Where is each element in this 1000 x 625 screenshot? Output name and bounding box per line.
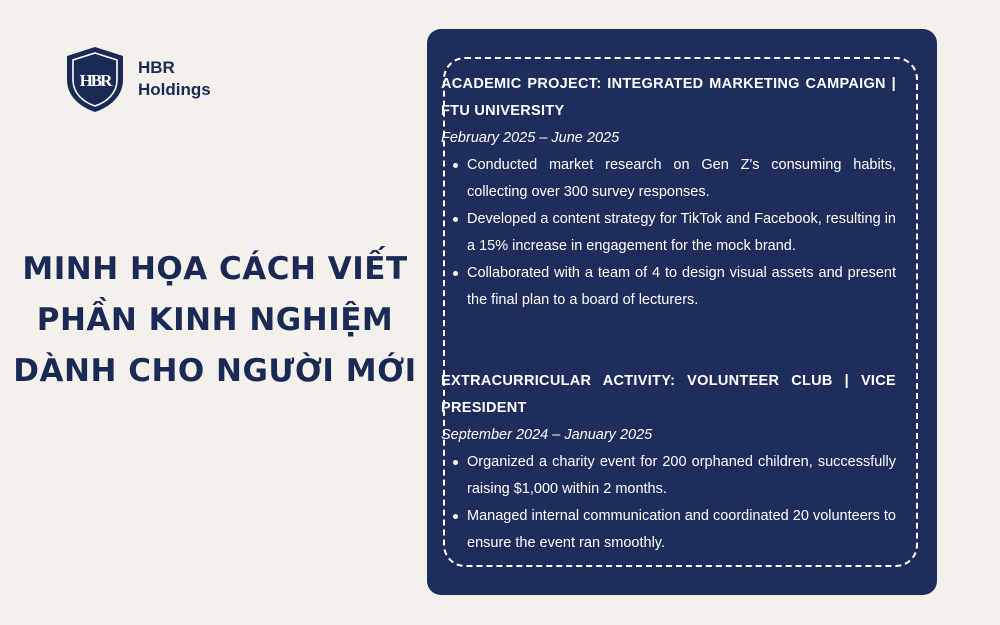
brand-name-line2: Holdings [138,80,211,99]
entry-title: EXTRACURRICULAR ACTIVITY: VOLUNTEER CLUB | VICE PRESIDENT [441,373,896,416]
entry-title: ACADEMIC PROJECT: INTEGRATED MARKETING CAMPAIGN | FTU UNIVERSITY [441,76,896,119]
brand-name [138,57,211,101]
list-item: Organized a charity event for 200 orphaned children, successfully raising $1,000 within 2 months. [441,449,896,503]
list-item: Conducted market research on Gen Z's consuming habits, collecting over 300 survey responses. [441,152,896,206]
list-item: Managed internal communication and coordinated 20 volunteers to ensure the event ran smoothly. [441,503,896,557]
entry-date: September 2024 – January 2025 [441,427,653,443]
experience-entry-academic [441,71,896,314]
headline-line3: DÀNH CHO NGƯỜI MỚI [13,353,417,389]
headline-line1: MINH HỌA CÁCH VIẾT [22,251,408,287]
entry-bullet-list [441,152,896,314]
entry-bullet-list [441,449,896,557]
brand-name-line1: HBR [138,58,175,77]
page-headline [0,244,430,397]
hbr-shield-icon [62,44,128,114]
experience-entry-volunteer [441,368,896,557]
brand-logo [62,44,211,114]
list-item: Developed a content strategy for TikTok and Facebook, resulting in a 15% increase in engagement for the mock brand. [441,206,896,260]
hbr-monogram: HBR [79,71,111,90]
list-item: Collaborated with a team of 4 to design visual assets and present the final plan to a board of lecturers. [441,260,896,314]
headline-line2: PHẦN KINH NGHIỆM [36,302,394,338]
entry-date: February 2025 – June 2025 [441,130,620,146]
